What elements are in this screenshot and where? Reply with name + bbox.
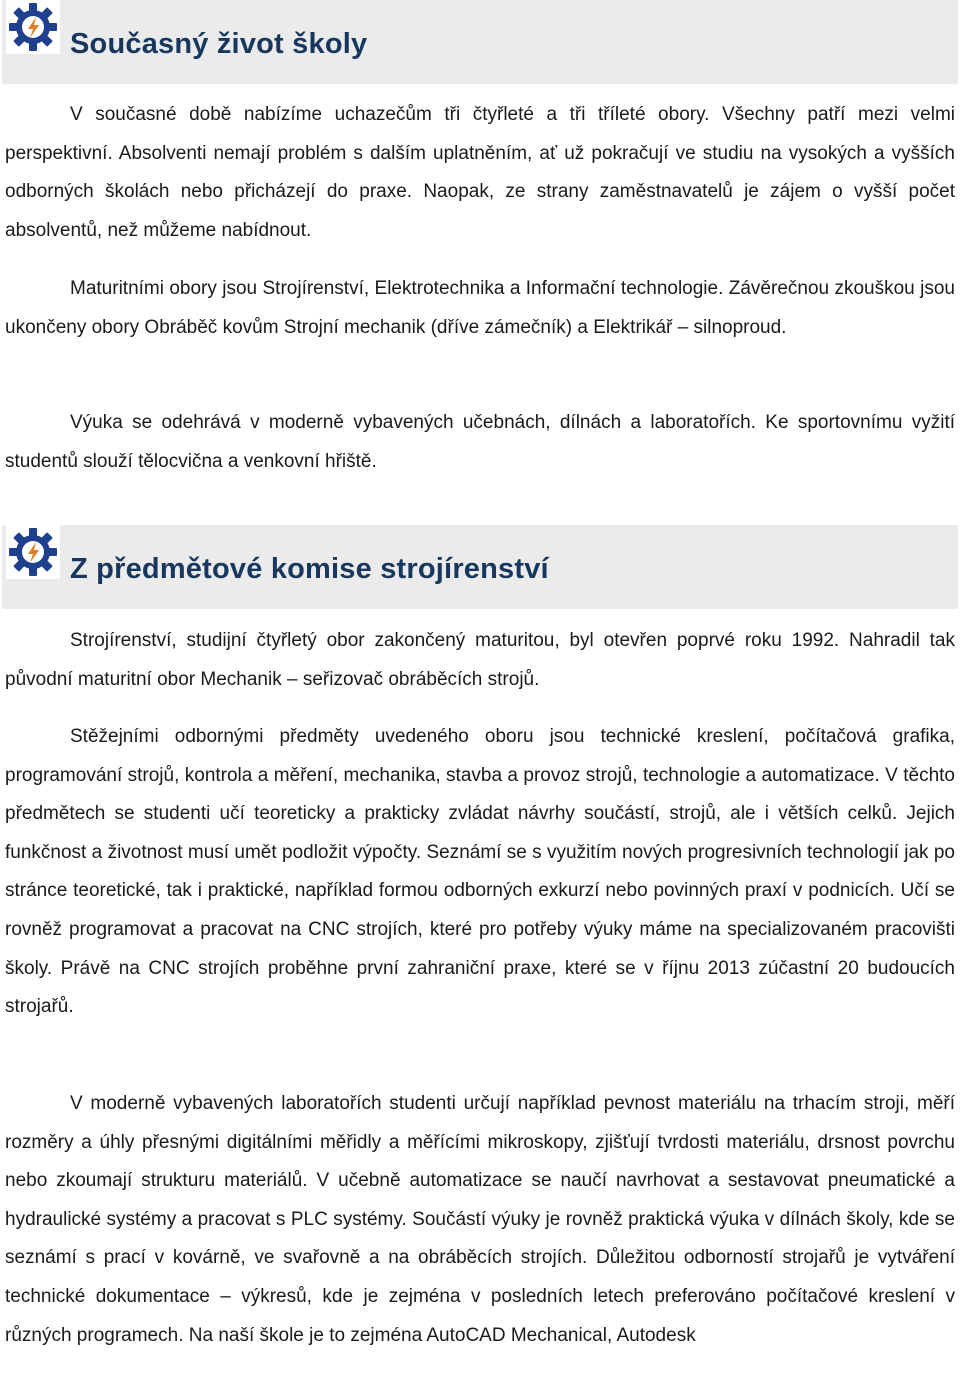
- section-header: [2, 0, 958, 84]
- paragraph: Stěžejními odbornými předměty uvedeného oboru jsou technické kreslení, počítačová grafika, programování strojů, kontrola a měření, mechanika, stavba a provoz strojů, technologie a automatizace. V těchto předmětech se studenti učí teoreticky a prakticky zvládat návrhy součástí, strojů, ale i větších celků. Jejich funkčnost a životnost musí umět podložit výpočty. Seznámí se s využitím nových progresivních technologií jak po stránce teoretické, tak i praktické, například formou odborných exkurzí nebo povinných praxí v podnicích. Učí se rovněž programovat a pracovat na CNC strojích, které pro potřeby výuky máme na specializovaném pracovišti školy. Právě na CNC strojích proběhne první zahraniční praxe, které se v říjnu 2013 zúčastní 20 budoucích strojařů.: [5, 726, 955, 1018]
- gear-lightning-icon: [6, 0, 60, 54]
- section-title: Z předmětové komise strojírenství: [70, 553, 549, 585]
- section-header: [2, 525, 958, 609]
- gear-lightning-icon: [6, 525, 60, 579]
- paragraph: Výuka se odehrává v moderně vybavených učebnách, dílnách a laboratořích. Ke sportovnímu vyžití studentů slouží tělocvična a venkovní hřiště.: [5, 412, 955, 472]
- paragraph: Strojírenství, studijní čtyřletý obor zakončený maturitou, byl otevřen poprvé roku 1992. Nahradil tak původní maturitní obor Mechanik – seřizovač obráběcích strojů.: [5, 630, 955, 690]
- section-title: Současný život školy: [70, 28, 368, 60]
- paragraph: V současné době nabízíme uchazečům tři čtyřleté a tři tříleté obory. Všechny patří mezi velmi perspektivní. Absolventi nemají problém s dalším uplatněním, ať už pokračují ve studiu na vysokých a vyšších odborných školách nebo přicházejí do praxe. Naopak, ze strany zaměstnavatelů je zájem o vyšší počet absolventů, než můžeme nabídnout.: [5, 104, 955, 241]
- paragraph: V moderně vybavených laboratořích studenti určují například pevnost materiálu na trhacím stroji, měří rozměry a úhly přesnými digitálními měřidly a měřícími mikroskopy, zjišťují tvrdosti materiálu, drsnost povrchu nebo zkoumají strukturu materiálů. V učebně automatizace se naučí navrhovat a sestavovat pneumatické a hydraulické systémy a pracovat s PLC systémy. Součástí výuky je rovněž praktická výuka v dílnách školy, kde se seznámí s prací v kovárně, ve svařovně a na obráběcích strojích. Důležitou odborností strojařů je vytváření technické dokumentace – výkresů, kde je zejména v posledních letech preferováno počítačové kreslení v různých programech. Na naší škole je to zejména AutoCAD Mechanical, Autodesk: [5, 1093, 955, 1346]
- paragraph: Maturitními obory jsou Strojírenství, Elektrotechnika a Informační technologie. Závěrečnou zkouškou jsou ukončeny obory Obráběč kovům Strojní mechanik (dříve zámečník) a Elektrikář – silnoproud.: [5, 278, 955, 338]
